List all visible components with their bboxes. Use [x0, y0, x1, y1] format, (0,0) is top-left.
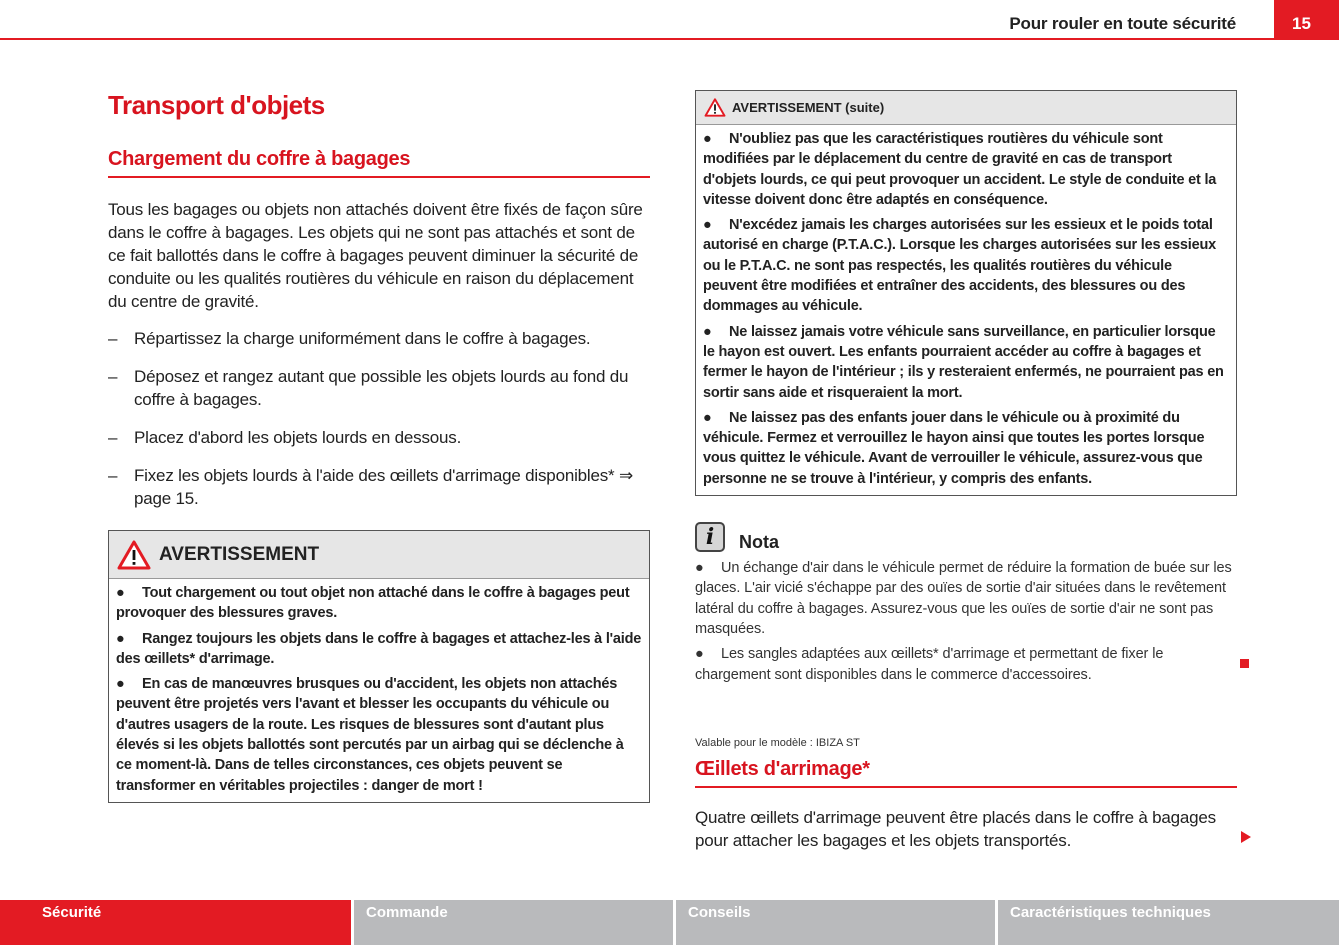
note-body — [695, 558, 1237, 685]
model-applicability-note: Valable pour le modèle : IBIZA ST — [695, 737, 860, 749]
warning-title: AVERTISSEMENT (suite) — [732, 100, 885, 115]
bullet-icon: ● — [703, 409, 712, 426]
instruction-list — [108, 327, 650, 510]
bullet-icon: ● — [703, 131, 712, 147]
note-item: ● Les sangles adaptées aux œillets* d'arrimage et permettant de fixer le chargement sont disponibles dans le commerce d'accessoires. — [695, 646, 1164, 683]
warning-header — [109, 531, 649, 579]
bullet-icon: ● — [695, 646, 704, 663]
dash-marker: – — [108, 367, 118, 386]
warning-header — [696, 91, 1236, 125]
tab-conseils[interactable]: Conseils — [676, 900, 998, 945]
dash-marker: – — [108, 428, 118, 447]
info-icon: i — [695, 522, 725, 552]
subsection-title-oeillets: Œillets d'arrimage* — [695, 756, 1237, 788]
warning-title: AVERTISSEMENT — [159, 543, 320, 565]
warning-item: ● Tout chargement ou tout objet non attaché dans le coffre à bagages peut provoquer des blessures graves. — [116, 585, 630, 622]
note-title: Nota — [739, 532, 779, 553]
list-item: – Placez d'abord les objets lourds en dessous. — [108, 428, 462, 447]
warning-triangle-icon — [117, 540, 151, 570]
bullet-icon: ● — [703, 217, 712, 234]
oeillets-paragraph: Quatre œillets d'arrimage peuvent être placés dans le coffre à bagages pour attacher les bagages et les objets transportés. — [695, 808, 1216, 850]
chapter-tabs — [0, 900, 1339, 945]
section-end-square-icon — [1240, 659, 1249, 668]
running-header-title: Pour rouler en toute sécurité — [1009, 14, 1236, 33]
bullet-icon: ● — [695, 560, 704, 577]
section-title: Transport d'objets — [108, 90, 325, 120]
warning-body — [109, 579, 649, 802]
warning-item: ● Rangez toujours les objets dans le coffre à bagages et attachez-les à l'aide des œillets* d'arrimage. — [116, 630, 642, 667]
bullet-icon: ● — [116, 630, 125, 647]
bullet-icon: ● — [703, 323, 712, 340]
header-rule — [0, 38, 1274, 40]
intro-paragraph: Tous les bagages ou objets non attachés doivent être fixés de façon sûre dans le coffre à bagages. Les objets qui ne sont pas attachés et sont de ce fait ballottés dans le coffre à bagages peuvent diminuer la sécurité de conduite ou les qualités routières du véhicule en raison du déplacement du centre de gravité. — [108, 200, 643, 311]
warning-item: ● N'excédez jamais les charges autorisées sur les essieux et le poids total autorisé en charge (P.T.A.C.). Lorsque les charges autorisées sur les essieux ou le P.T.A.C. ne sont pas respectés, les qualités routières du véhicule peuvent être modifiées et entraîner des accidents, des blessures ou des dommages au véhicule. — [703, 217, 1216, 315]
page-number: 15 — [1274, 0, 1339, 40]
warning-body — [696, 125, 1236, 495]
list-item: – Déposez et rangez autant que possible les objets lourds au fond du coffre à bagages. — [108, 367, 629, 409]
warning-triangle-icon — [704, 98, 726, 117]
warning-continued-box — [695, 90, 1237, 496]
right-column — [695, 90, 1237, 685]
warning-item: ● Ne laissez jamais votre véhicule sans surveillance, en particulier lorsque le hayon est ouvert. Les enfants pourraient accéder au coffre à bagages et fermer le hayon de l'intérieur ; ils y resteraient enfermés, ne pourraient pas en sortir sans aide et risqueraient la mort. — [703, 323, 1224, 401]
warning-box — [108, 530, 650, 803]
bullet-icon: ● — [116, 676, 125, 693]
dash-marker: – — [108, 329, 118, 348]
bullet-icon: ● — [116, 585, 125, 601]
tab-securite[interactable]: Sécurité — [0, 900, 354, 945]
note-item: ● Un échange d'air dans le véhicule permet de réduire la formation de buée sur les glaces. L'air vicié s'échappe par des ouïes de sortie d'air situées dans le revêtement latéral du coffre à bagages. Assurez-vous que les ouïes de sortie d'air ne sont pas masquées. — [695, 560, 1232, 637]
tab-caracteristiques-techniques[interactable]: Caractéristiques techniques — [998, 900, 1339, 945]
warning-item: ● En cas de manœuvres brusques ou d'accident, les objets non attachés peuvent être projetés vers l'avant et blesser les occupants du véhicule ou d'autres usagers de la route. Les risques de blessures sont d'autant plus élevés si les objets ballottés sont percutés par un airbag qui se déclenche à ce moment-là. Dans de telles circonstances, ces objets peuvent se transformer en véritables projectiles : danger de mort ! — [116, 676, 624, 794]
list-item — [108, 464, 650, 510]
note-header — [695, 520, 1237, 553]
tab-commande[interactable]: Commande — [354, 900, 676, 945]
warning-item: ● Ne laissez pas des enfants jouer dans le véhicule ou à proximité du véhicule. Fermez et verrouillez le hayon ainsi que toutes les portes lorsque vous quittez le véhicule. Avant de verrouiller le véhicule, assurez-vous que personne ne se trouve à l'intérieur, y compris des enfants. — [703, 409, 1205, 487]
left-column — [108, 88, 650, 803]
warning-item: ● N'oubliez pas que les caractéristiques routières du véhicule sont modifiées par le déplacement du centre de gravité en cas de transport d'objets lourds, ce qui peut provoquer un accident. Le style de conduite et la vitesse doivent donc être adaptés en conséquence. — [703, 131, 1217, 208]
continued-arrow-icon — [1241, 831, 1251, 843]
list-item: – Répartissez la charge uniformément dans le coffre à bagages. — [108, 329, 591, 348]
subsection-title: Chargement du coffre à bagages — [108, 146, 650, 178]
dash-marker: – — [108, 466, 118, 485]
page-reference-link[interactable]: Fixez les objets lourds à l'aide des œillets d'arrimage disponibles* ⇒ page 15. — [134, 466, 634, 508]
